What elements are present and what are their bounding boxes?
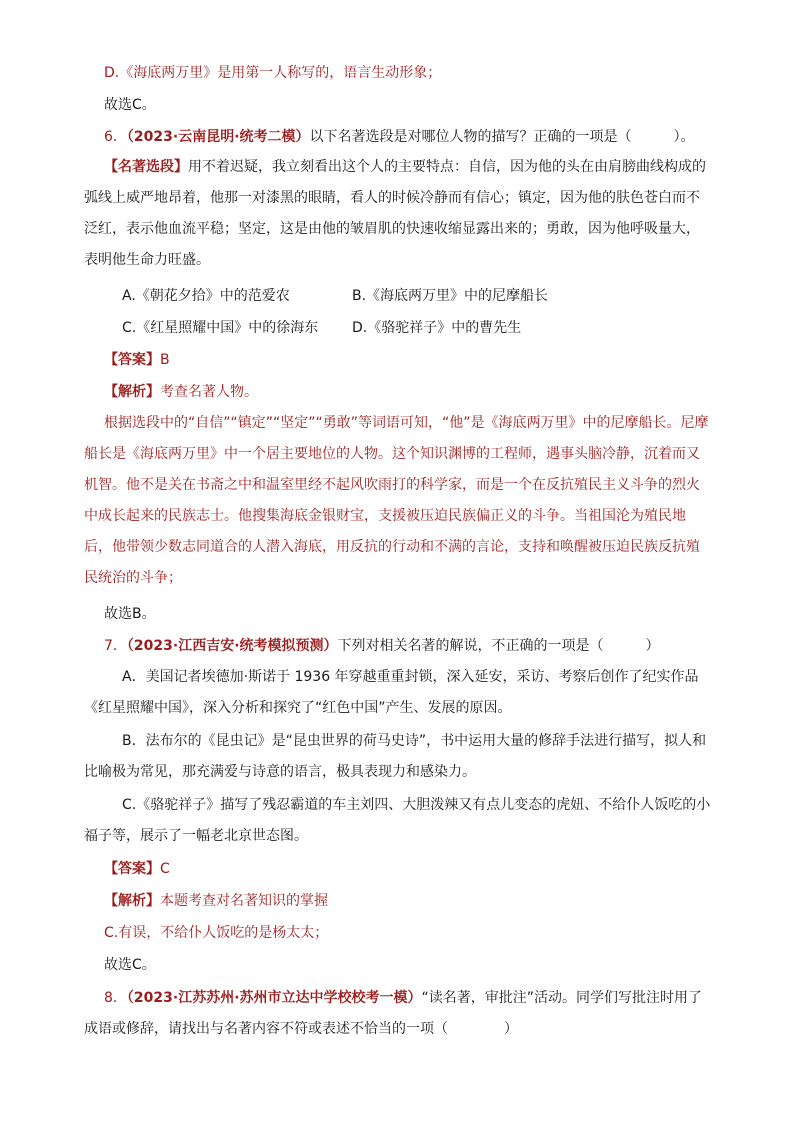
q6-option-a: A.《朝花夕拾》中的范爱农: [122, 288, 290, 304]
q6-explanation: 根据选段中的“自信”“镇定”“坚定”“勇敢”等词语可知，“他”是《海底两万里》中的尼摩船长。尼摩船长是《海底两万里》中一个居主要地位的人物。这个知识渊博的工程师，遇事头脑冷静，沉着而又机智。他不是关在书斋之中和温室里经不起风吹雨打的科学家，而是一个在反抗殖民主义斗争的烈火中成长起来的民族志士。他搜集海底金银财宝，支援被压迫民族偏正义的斗争。当祖国沦为殖民地后，他带领少数志同道合的人潜入海底，用反抗的行动和不满的言论，支持和唤醒被压迫民族反抗殖民统治的斗争；: [84, 415, 709, 586]
option-d-line: D.《海底两万里》是用第一人称写的，语言生动形象；: [104, 65, 442, 81]
answer-select-line: 故选C。: [104, 97, 156, 113]
question-7-header: 7．（2023·江西吉安·统考模拟预测）下列对相关名著的解说，不正确的一项是（ ）: [104, 638, 660, 654]
q7-analysis-label: 【解析】本题考查对名著知识的掌握: [104, 893, 328, 909]
question-8-header: 8．（2023·江苏苏州·苏州市立达中学校校考一模）“读名著，审批注”活动。同学们写批注时用了成语或修辞，请找出与名著内容不符或表述不恰当的一项（ ）: [84, 990, 703, 1037]
q6-answer: 【答案】B: [104, 352, 170, 368]
q7-answer: 【答案】C: [104, 861, 170, 877]
q6-analysis-label: 【解析】考查名著人物。: [104, 384, 258, 400]
question-6-header: 6．（2023·云南昆明·统考二模）以下名著选段是对哪位人物的描写？正确的一项是（ ）。: [104, 129, 695, 145]
q6-selected: 故选B。: [104, 606, 156, 622]
q7-option-c: C.《骆驼祥子》描写了残忍霸道的车主刘四、大胆泼辣又有点儿变态的虎妞、不给仆人饭吃的小福子等，展示了一幅老北京世态图。: [84, 797, 711, 844]
question-6-passage: 【名著选段】用不着迟疑，我立刻看出这个人的主要特点：自信，因为他的头在由肩膀曲线构成的弧线上威严地昂着，他那一对漆黑的眼睛，看人的时候冷静而有信心；镇定，因为他的肤色苍白而不泛红，表示他血流平稳；坚定，这是由他的皱眉肌的快速收缩显露出来的；勇敢，因为他呼吸量大，表明他生命力旺盛。: [84, 159, 706, 268]
q6-option-d: D.《骆驼祥子》中的曹先生: [352, 320, 522, 336]
q7-option-a: A．美国记者埃德加·斯诺于 1936 年穿越重重封锁，深入延安，采访、考察后创作了纪实作品《红星照耀中国》，深入分析和探究了“红色中国”产生、发展的原因。: [84, 669, 699, 716]
q7-selected: 故选C。: [104, 957, 156, 973]
q6-option-c: C.《红星照耀中国》中的徐海东: [122, 320, 319, 336]
q6-option-b: B.《海底两万里》中的尼摩船长: [352, 288, 549, 304]
q7-explanation: C.有误，不给仆人饭吃的是杨太太；: [104, 925, 329, 941]
q7-option-b: B．法布尔的《昆虫记》是“昆虫世界的荷马史诗”，书中运用大量的修辞手法进行描写，拟人和比喻极为常见，那充满爱与诗意的语言，极具表现力和感染力。: [84, 733, 707, 780]
